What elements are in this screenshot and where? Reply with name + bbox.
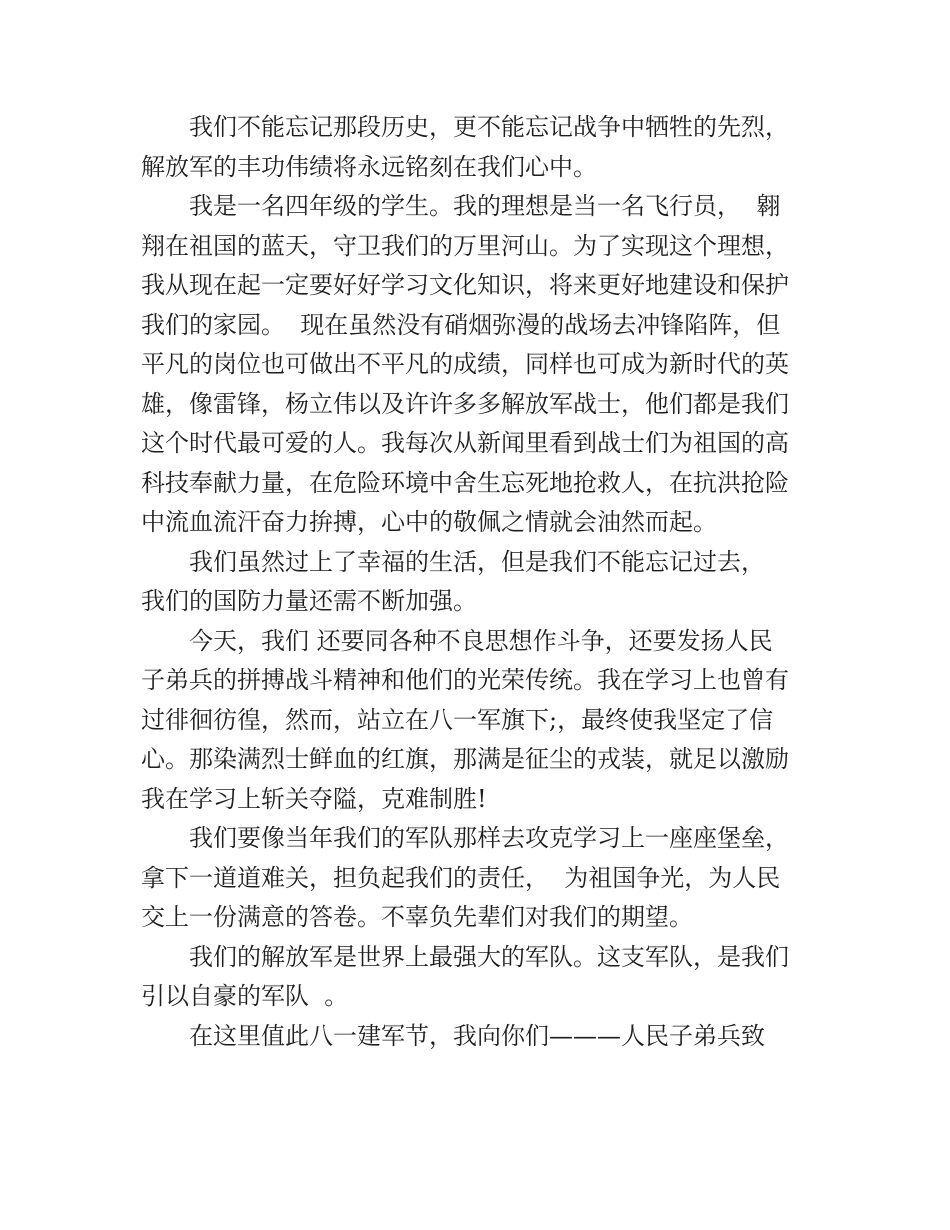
text-line: 解放军的丰功伟绩将永远铭刻在我们心中。 xyxy=(141,152,597,181)
text-line: 我们不能忘记那段历史，更不能忘记战争中牺牲的先烈， xyxy=(189,113,789,141)
text-line: 拿下一道道难关，担负起我们的责任， 为祖国争光，为人民 xyxy=(141,863,781,892)
text-line: 交上一份满意的答卷。不辜负先辈们对我们的期望。 xyxy=(141,903,693,931)
text-line: 心。那染满烈士鲜血的红旗，那满是征尘的戎装，就足以激励 xyxy=(141,745,789,773)
text-line: 引以自豪的军队 。 xyxy=(141,982,349,1010)
essay-body xyxy=(141,108,841,1056)
text-line: 这个时代最可爱的人。我每次从新闻里看到战士们为祖国的高 xyxy=(141,429,789,457)
text-line: 我在学习上斩关夺隘，克难制胜! xyxy=(141,784,487,813)
text-line: 平凡的岗位也可做出不平凡的成绩，同样也可成为新时代的英 xyxy=(141,350,789,378)
text-line: 我们的家园。 现在虽然没有硝烟弥漫的战场去冲锋陷阵，但 xyxy=(141,310,781,339)
text-line: 在这里值此八一建军节，我向你们———人民子弟兵致 xyxy=(189,1021,765,1050)
text-line: 子弟兵的拼搏战斗精神和他们的光荣传统。我在学习上也曾有 xyxy=(141,666,789,694)
text-line: 雄，像雷锋，杨立伟以及许许多多解放军战士，他们都是我们 xyxy=(141,389,789,418)
text-line: 我们虽然过上了幸福的生活，但是我们不能忘记过去， xyxy=(189,547,765,576)
text-line: 我从现在起一定要好好学习文化知识，将来更好地建设和保护 xyxy=(141,271,789,299)
text-line: 翔在祖国的蓝天，守卫我们的万里河山。为了实现这个理想， xyxy=(141,231,789,260)
text-line: 中流血流汗奋力拚搏，心中的敬佩之情就会油然而起。 xyxy=(141,508,717,536)
text-line: 过徘徊彷徨，然而，站立在八一军旗下;，最终使我坚定了信 xyxy=(141,705,774,734)
text-line: 今天，我们 还要同各种不良思想作斗争，还要发扬人民 xyxy=(189,626,773,655)
text-line: 科技奉献力量，在危险环境中舍生忘死地抢救人，在抗洪抢险 xyxy=(141,468,789,497)
text-line: 我们要像当年我们的军队那样去攻克学习上一座座堡垒， xyxy=(189,824,789,852)
text-line: 我们的解放军是世界上最强大的军队。这支军队，是我们 xyxy=(189,942,789,971)
text-line: 我们的国防力量还需不断加强。 xyxy=(141,587,477,615)
text-line: 我是一名四年级的学生。我的理想是当一名飞行员， 翱 xyxy=(189,192,781,220)
